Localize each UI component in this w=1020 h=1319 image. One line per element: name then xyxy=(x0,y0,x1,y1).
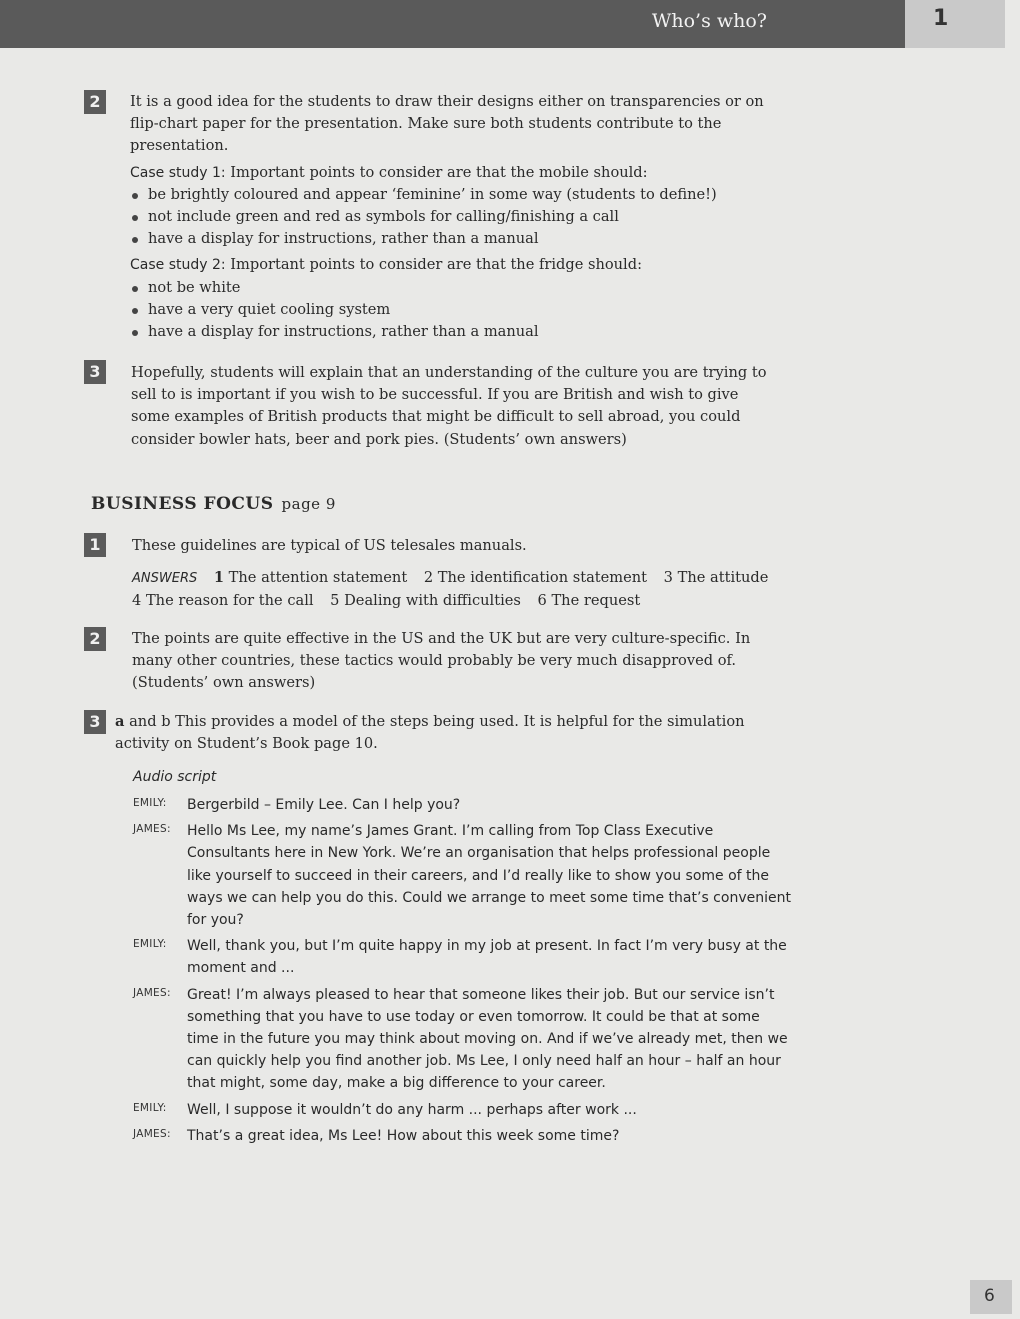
unit-number-box xyxy=(905,0,1005,48)
unit-number: 1 xyxy=(933,6,949,31)
speaker-text: Well, thank you, but I’m quite happy in my job at present. In fact I’m very busy at the moment and ... xyxy=(187,938,787,977)
header-bar xyxy=(0,0,905,48)
list-item: not be white xyxy=(130,277,780,299)
answer-number: 1 xyxy=(213,569,225,587)
script-line xyxy=(133,1125,793,1147)
speaker-text: Great! I’m always pleased to hear that someone likes their job. But our service isn’t something that you have to use today or even tomorrow. It could be that at some time in the future you may think about moving on. And if we’ve already met, then we can quickly help you find another job. Ms Lee, I only need half an hour – half an hour that might, some day, make a big difference to your career. xyxy=(187,986,788,1092)
case-study-2-list xyxy=(130,277,780,344)
business-focus-title: BUSINESS FOCUS xyxy=(91,494,274,514)
speaker-label: JAMES: xyxy=(133,1127,171,1140)
list-item: have a display for instructions, rather than a manual xyxy=(130,228,780,250)
answer-text: The reason for the call xyxy=(145,592,314,610)
bf-exercise-number-2: 2 xyxy=(84,627,106,651)
case-study-1-text: Important points to consider are that the mobile should: xyxy=(225,163,648,181)
bf-exercise-1-text: These guidelines are typical of US telesales manuals. xyxy=(132,537,527,554)
exercise-3-text: Hopefully, students will explain that an understanding of the culture you are trying to sell to is important if you wish to be successful. If you are British and wish to give some examples of British products that might be difficult to sell abroad, you could consider bowler hats, beer and pork pies. (Students’ own answers) xyxy=(131,364,767,448)
script-line xyxy=(133,794,793,816)
exercise-2-intro: It is a good idea for the students to draw their designs either on transparencies or on flip-chart paper for the presentation. Make sure both students contribute to the presentation. xyxy=(130,93,764,155)
bf-exercise-3-text: and b This provides a model of the steps being used. It is helpful for the simulation activity on Student’s Book page 10. xyxy=(115,713,745,753)
answer-number: 4 xyxy=(132,592,142,610)
script-line xyxy=(133,1099,793,1121)
case-study-1-list xyxy=(130,184,780,251)
list-item: not include green and red as symbols for calling/finishing a call xyxy=(130,206,780,228)
exercise-number-3: 3 xyxy=(84,360,106,384)
answer-text: Dealing with difficulties xyxy=(344,592,521,610)
answer-text: The identification statement xyxy=(437,569,648,587)
answer-number: 2 xyxy=(423,569,434,587)
speaker-text: Hello Ms Lee, my name’s James Grant. I’m calling from Top Class Executive Consultants here in New York. We’re an organisation that helps professional people like yourself to succeed in their careers, and I’d really like to show you some of the ways we can help you do this. Could we arrange to meet some time that’s convenient for you? xyxy=(187,823,791,929)
audio-script-title: Audio script xyxy=(133,769,217,785)
business-focus-page: page 9 xyxy=(281,495,336,513)
answer-number: 5 xyxy=(330,592,340,610)
list-item: be brightly coloured and appear ‘feminine’ in some way (students to define!) xyxy=(130,184,780,206)
case-study-2 xyxy=(130,254,780,276)
speaker-text: That’s a great idea, Ms Lee! How about this week some time? xyxy=(187,1127,620,1144)
bf-exercise-1-content xyxy=(132,535,782,613)
answer-text: The attitude xyxy=(677,569,769,587)
case-study-1-label: Case study 1: xyxy=(130,164,226,181)
speaker-text: Bergerbild – Emily Lee. Can I help you? xyxy=(187,797,461,813)
speaker-label: EMILY: xyxy=(133,797,167,809)
speaker-label: JAMES: xyxy=(133,986,171,999)
bf-exercise-3-content xyxy=(115,711,775,755)
audio-script xyxy=(133,794,793,1151)
bf-exercise-3-a: a xyxy=(115,713,125,730)
speaker-label: JAMES: xyxy=(133,823,171,836)
case-study-1 xyxy=(130,162,780,184)
bf-answers xyxy=(132,567,782,612)
case-study-2-text: Important points to consider are that the fridge should: xyxy=(225,256,642,274)
speaker-label: EMILY: xyxy=(133,1101,167,1114)
answer-number: 6 xyxy=(537,592,547,610)
unit-title: Who’s who? xyxy=(651,10,767,32)
list-item: have a display for instructions, rather than a manual xyxy=(130,321,780,343)
page-number: 6 xyxy=(984,1286,995,1306)
bf-exercise-2-text: The points are quite effective in the US and the UK but are very culture-specific. In many other countries, these tactics would probably be very much disapproved of. (Students’ own answers) xyxy=(132,630,751,692)
answer-number: 3 xyxy=(663,569,673,587)
exercise-number-2: 2 xyxy=(84,90,106,114)
speaker-label: EMILY: xyxy=(133,938,167,951)
speaker-text: Well, I suppose it wouldn’t do any harm ... perhaps after work ... xyxy=(187,1101,637,1118)
bf-exercise-number-3: 3 xyxy=(84,710,106,734)
exercise-2-content xyxy=(130,91,780,343)
answers-label: ANSWERS xyxy=(132,571,198,587)
answer-text: The request xyxy=(551,592,641,610)
list-item: have a very quiet cooling system xyxy=(130,299,780,321)
script-line xyxy=(133,984,793,1095)
script-line xyxy=(133,820,793,931)
case-study-2-label: Case study 2: xyxy=(130,257,226,274)
business-focus-heading xyxy=(91,494,336,514)
bf-exercise-number-1: 1 xyxy=(84,533,106,557)
answer-text: The attention statement xyxy=(228,569,408,587)
page-number-box xyxy=(970,1280,1012,1314)
script-line xyxy=(133,935,793,979)
